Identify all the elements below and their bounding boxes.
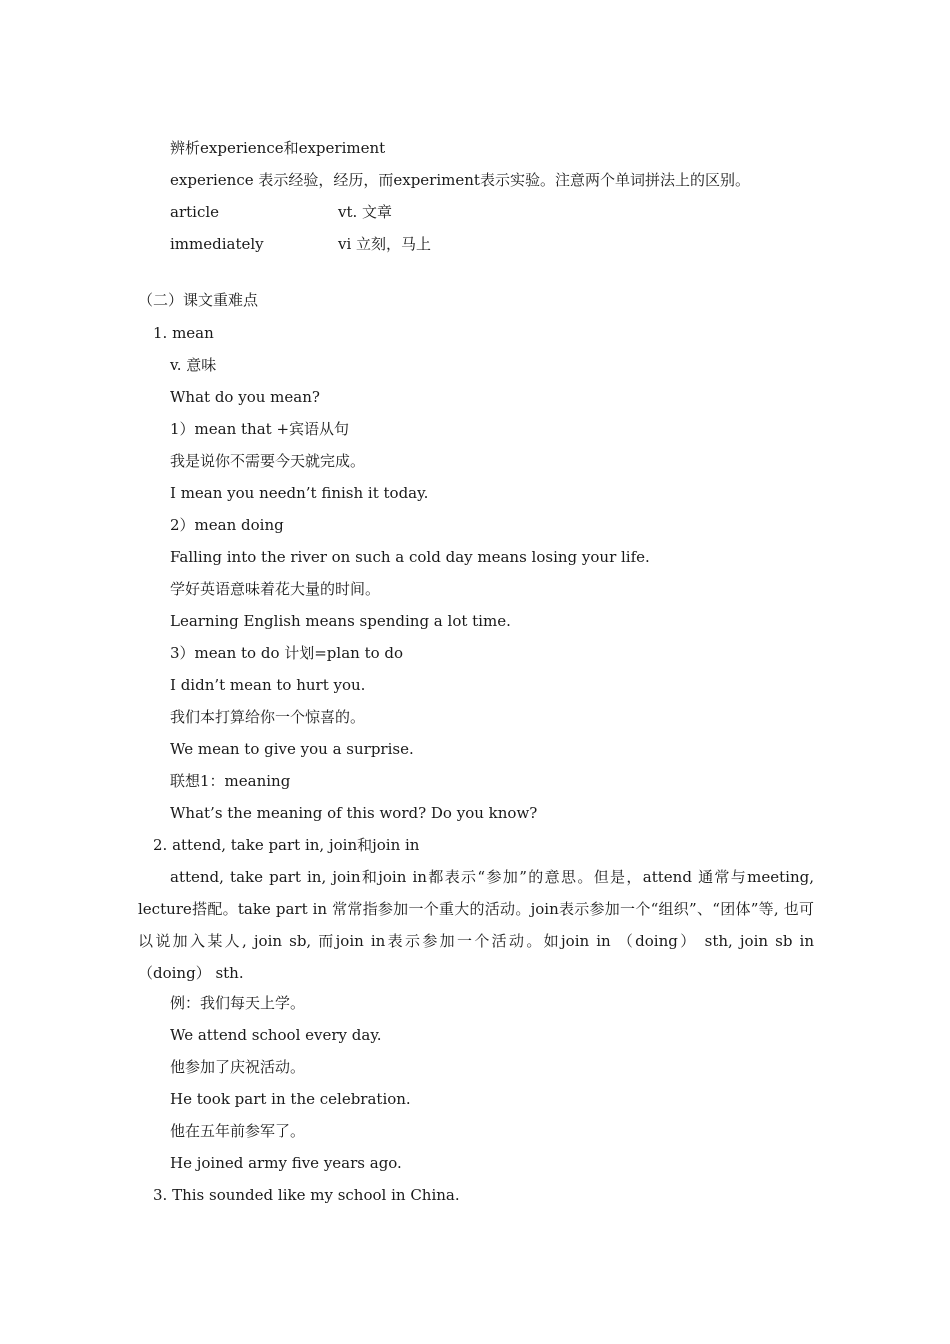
- vocab-definition: vi 立刻，马上: [338, 235, 432, 253]
- vocab-line: 辨析experience和experiment: [170, 139, 386, 157]
- vocab-word: article: [170, 203, 220, 221]
- body-line: 我们本打算给你一个惊喜的。: [170, 708, 366, 726]
- body-line: Falling into the river on such a cold day means losing your life.: [170, 548, 650, 566]
- body-line: 2）mean doing: [170, 516, 284, 534]
- section-title: （二）课文重难点: [138, 291, 259, 309]
- body-line: I mean you needn’t finish it today.: [170, 484, 429, 502]
- body-paragraph: attend, take part in, join和join in都表示“参加”的意思。但是，attend 通常与meeting, lecture搭配。take part in 常常指参加一个重大的活动。join表示参加一个“组织”、“团体”等, 也可以说加入某人, join sb, 而join in表示参加一个活动。如join in （doing） sth, join sb in （doing） sth.: [138, 868, 814, 982]
- body-line: He took part in the celebration.: [170, 1090, 411, 1108]
- item-heading: 1. mean: [153, 324, 214, 342]
- body-line: What do you mean?: [170, 388, 320, 406]
- item-heading: 3. This sounded like my school in China.: [153, 1186, 460, 1204]
- item-heading: 2. attend, take part in, join和join in: [153, 836, 420, 854]
- vocab-definition: vt. 文章: [338, 203, 393, 221]
- body-line: 联想1：meaning: [170, 772, 291, 790]
- body-line: 他在五年前参军了。: [170, 1122, 306, 1140]
- vocab-line: experience 表示经验，经历，而experiment表示实验。注意两个单词拼法上的区别。: [170, 171, 750, 189]
- body-line: 3）mean to do 计划=plan to do: [170, 644, 404, 662]
- body-line: I didn’t mean to hurt you.: [170, 676, 366, 694]
- body-line: 例：我们每天上学。: [170, 994, 306, 1012]
- vocab-word: immediately: [170, 235, 264, 253]
- body-line: 我是说你不需要今天就完成。: [170, 452, 366, 470]
- body-line: 他参加了庆祝活动。: [170, 1058, 306, 1076]
- body-line: 学好英语意味着花大量的时间。: [170, 580, 381, 598]
- body-line: 1）mean that +宾语从句: [170, 420, 350, 438]
- body-line: He joined army five years ago.: [170, 1154, 402, 1172]
- body-line: What’s the meaning of this word? Do you know?: [170, 804, 538, 822]
- body-line: Learning English means spending a lot time.: [170, 612, 511, 630]
- body-line: v. 意味: [170, 356, 217, 374]
- body-line: We attend school every day.: [170, 1026, 382, 1044]
- body-line: We mean to give you a surprise.: [170, 740, 414, 758]
